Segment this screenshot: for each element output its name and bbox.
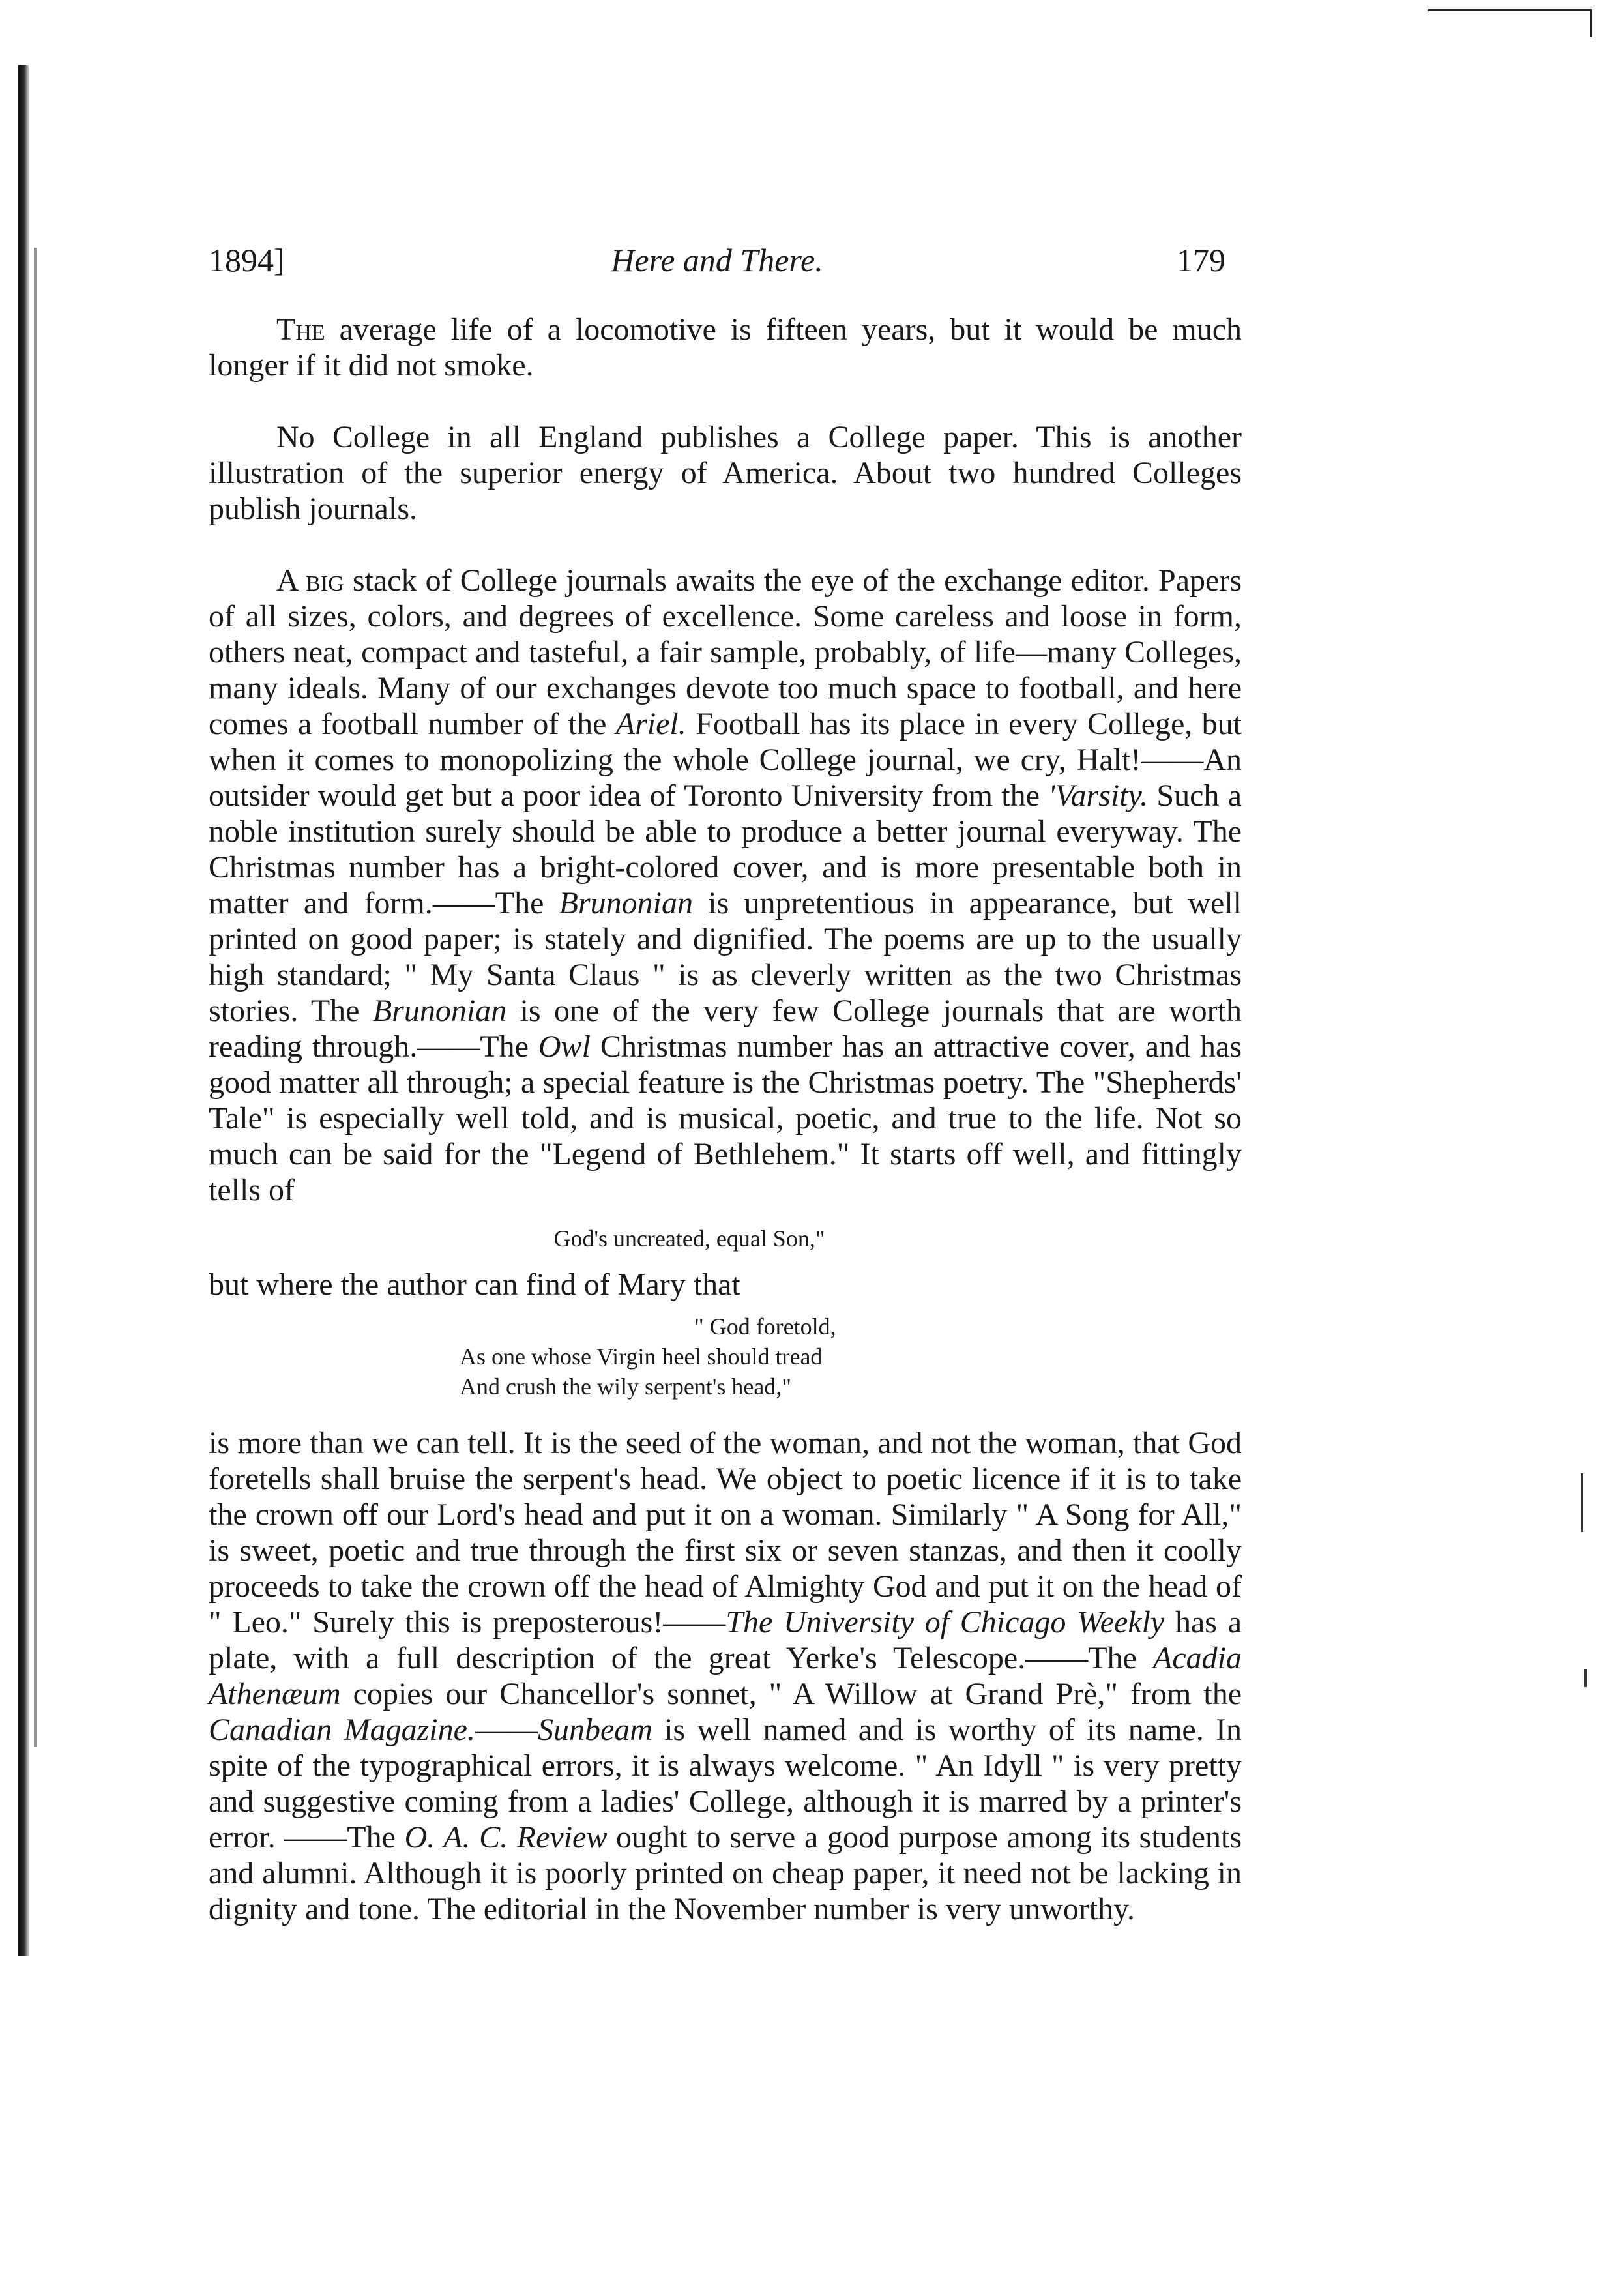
page-number: 179 [1177,242,1225,278]
header-title: Here and There. [611,242,823,278]
verse-quote: God's uncreated, equal Son," [553,1226,825,1252]
header-year: 1894] [209,242,285,278]
journal-title: Canadian Magazine. [209,1713,475,1747]
lead-word: The [276,312,325,347]
verse-line: " God foretold, [694,1314,836,1340]
journal-title: The University of Chicago Weekly [725,1605,1165,1640]
journal-title: Owl [538,1029,591,1064]
paragraph-college-paper: No College in all England publishes a College paper. This is another illustration of the superior energy of America. About two hundred Colleges publish journals. [209,420,1242,526]
scan-speck [1581,1473,1583,1532]
journal-title: Acadia Athenæum [209,1641,1242,1711]
paragraph-exchanges: A big stack of College journals awaits the eye of the exchange editor. Papers of all sizes, colors, and degrees of excellence. Some careless and loose in form, others neat, compact and tasteful, a fair sample, probably, of life—many Colleges, many ideals. Many of our exchanges devote too much space to football, and here comes a football number of the Ariel. Football has its place in every College, but when it comes to monopolizing the whole College journal, we cry, Halt!——An outsider would get but a poor idea of Toronto University from the 'Varsity. Such a noble institution surely should be able to produce a better journal everyway. The Christmas number has a bright-colored cover, and is more presentable both in matter and form.——The Brunonian is unpretentious in appearance, but well printed on good paper; is stately and dignified. The poems are up to the usually high standard; " My Santa Claus " is as cleverly written as the two Christmas stories. The Brunonian is one of the very few College journals that are worth reading through.——The Owl Christmas number has an attractive cover, and has good matter all through; a special feature is the Christmas poetry. The "Shepherds' Tale" is especially well told, and is musical, poetic, and true to the life. Not so much can be said for the "Legend of Bethlehem." It starts off well, and fittingly tells of [209,563,1242,1207]
running-header [209,241,1225,293]
paragraph-critique: is more than we can tell. It is the seed of the woman, and not the woman, that God foretells shall bruise the serpent's head. We object to poetic licence if it is to take the crown off our Lord's head and put it on a woman. Similarly " A Song for All," is sweet, poetic and true through the first six or seven stanzas, and then it coolly proceeds to take the crown off the head of Almighty God and put it on the head of " Leo." Surely this is preposterous!——The University of Chicago Weekly has a plate, with a full description of the great Yerke's Telescope.——The Acadia Athenæum copies our Chancellor's sonnet, " A Willow at Grand Prè," from the Canadian Magazine.——Sunbeam is well named and is worthy of its name. In spite of the typographical errors, it is always welcome. " An Idyll " is very pretty and suggestive coming from a ladies' College, although it is marred by a printer's error. ——The O. A. C. Review ought to serve a good purpose among its students and alumni. Although it is poorly printed on cheap paper, it need not be lacking in dignity and tone. The editorial in the November number is very unworthy. [209,1426,1242,1926]
paragraph-text: average life of a locomotive is fifteen years, but it would be much longer if it did not smoke. [209,312,1242,383]
verse-block [209,1312,1242,1402]
paragraph-locomotive [209,312,1242,383]
journal-title: Ariel. [615,707,686,741]
paragraph-mary: but where the author can find of Mary that [209,1267,740,1302]
verse-line: As one whose Virgin heel should tread [460,1344,823,1370]
lead-word: A big [276,563,344,598]
scan-corner-mark [1428,9,1592,37]
journal-title: 'Varsity. [1048,778,1149,813]
journal-title: Brunonian [372,993,507,1028]
scan-binding-shadow [34,248,37,1747]
scan-speck [1584,1669,1587,1687]
journal-title: O. A. C. Review [404,1820,608,1855]
verse-line: And crush the wily serpent's head," [460,1374,792,1400]
scan-binding-edge [18,65,29,1956]
journal-title: Brunonian [559,886,693,920]
journal-title: Sunbeam [537,1713,652,1747]
article-body [209,312,1242,1927]
